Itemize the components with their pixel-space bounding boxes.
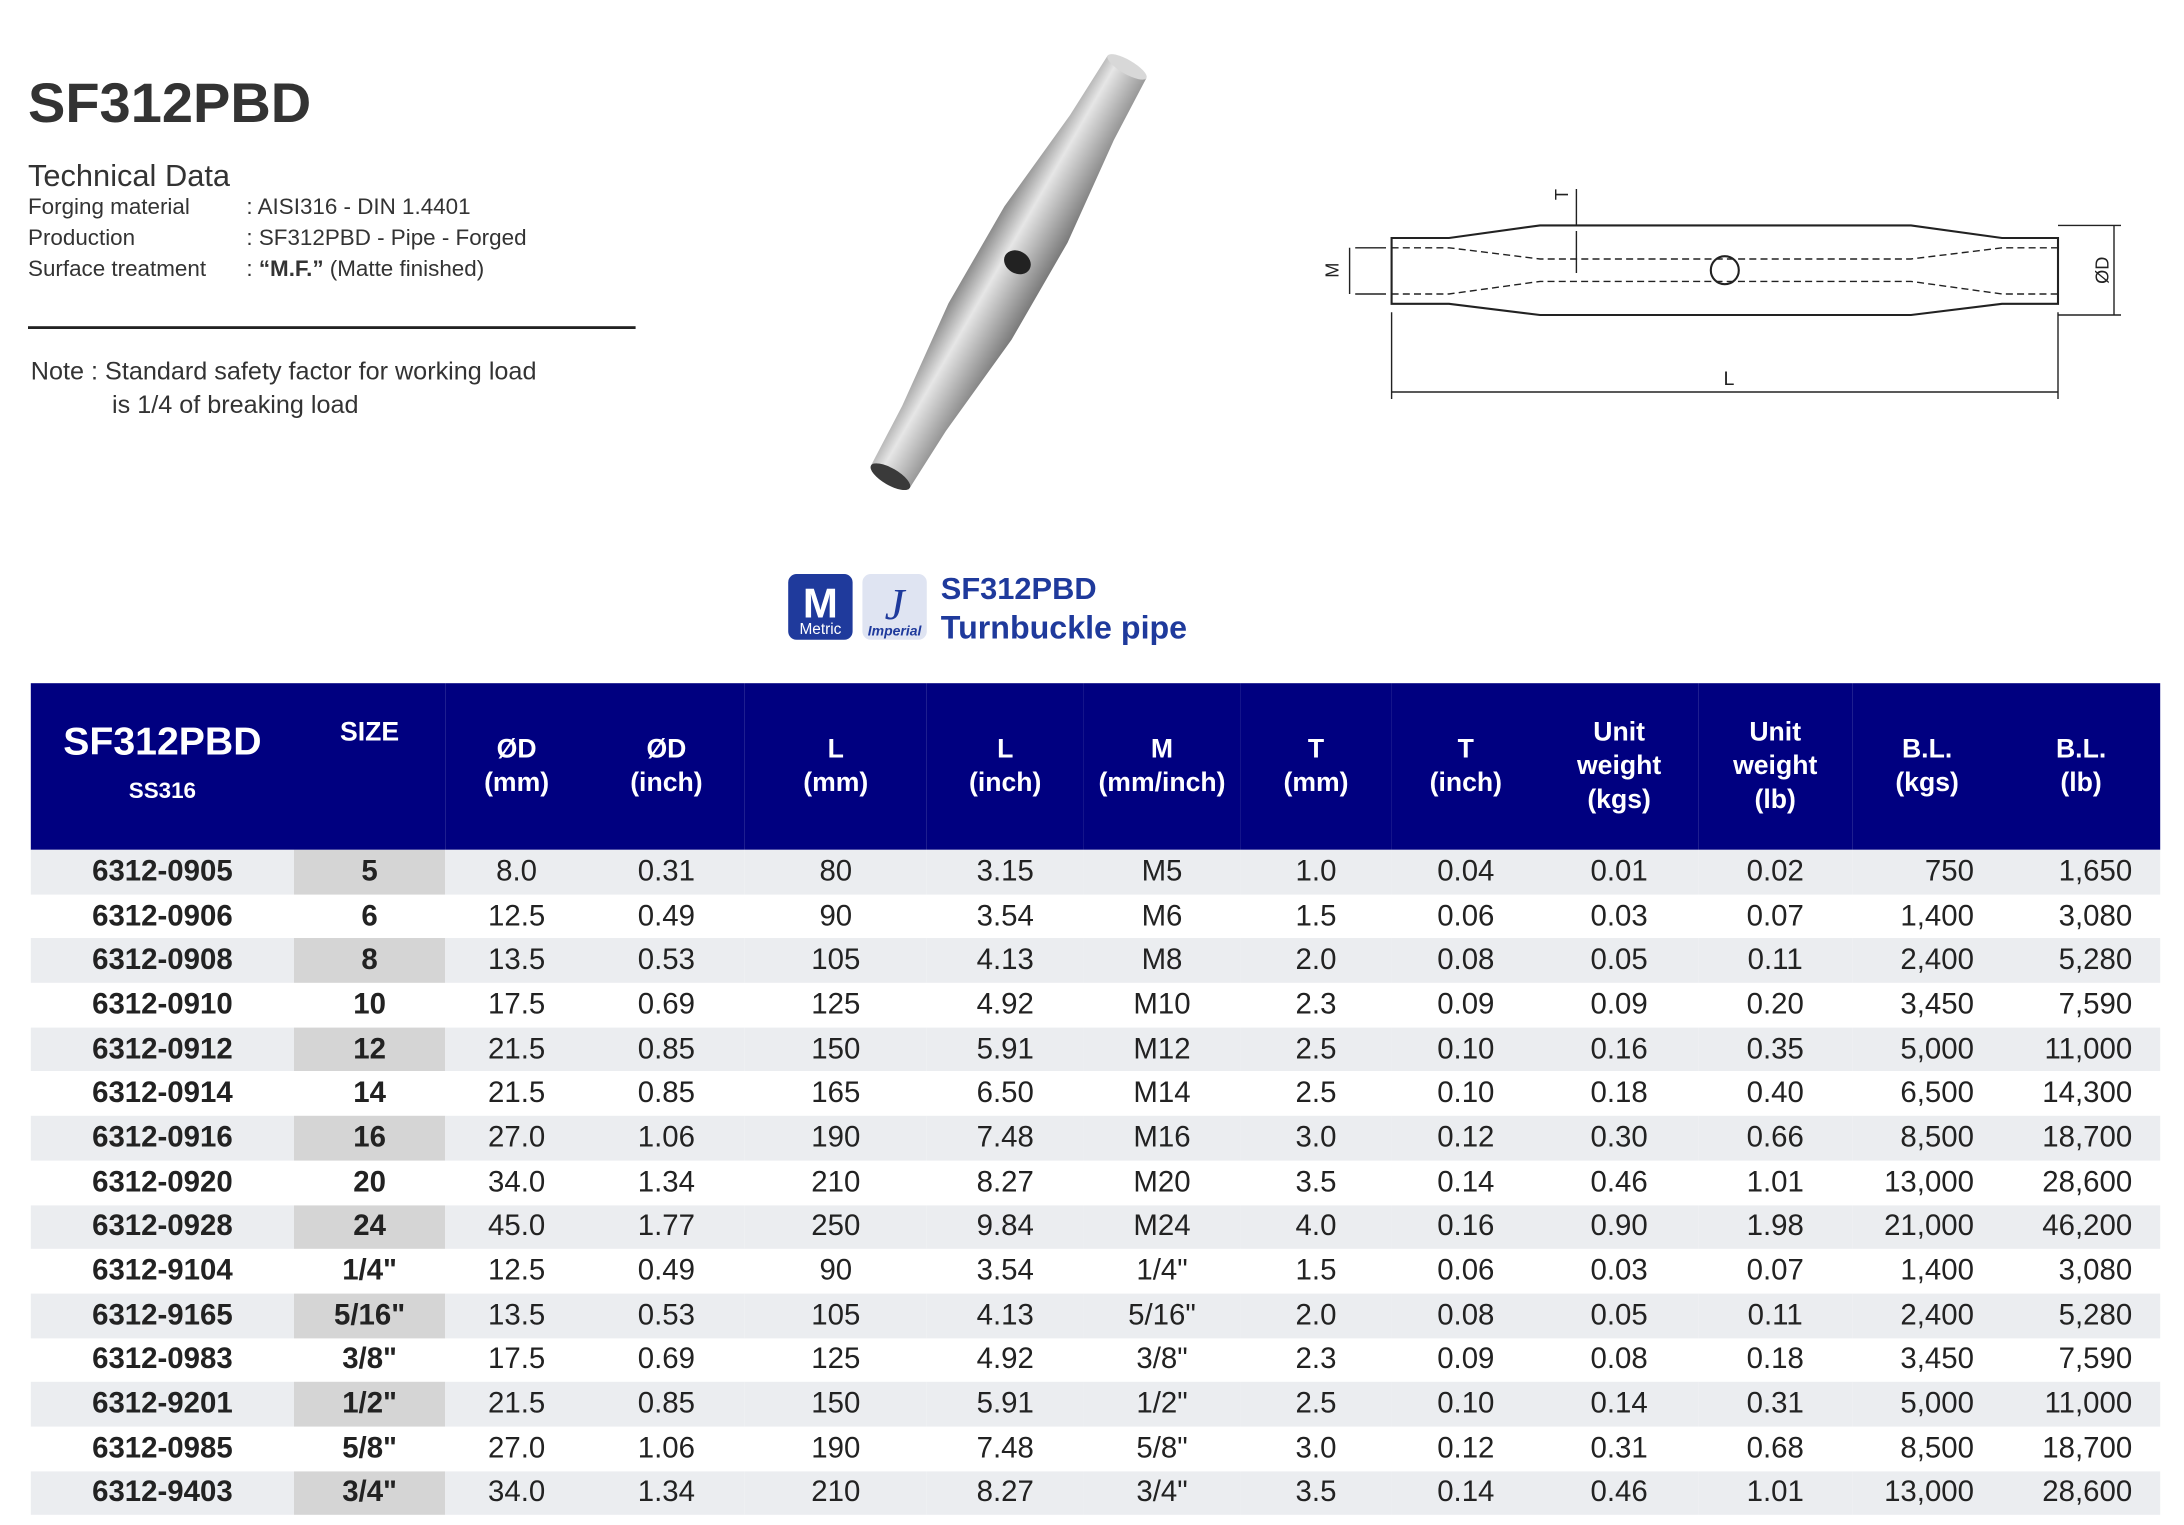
table-cell: 3.54	[976, 1254, 1034, 1287]
metric-imperial-logo	[787, 573, 933, 643]
spec-forging-material	[28, 196, 471, 221]
table-cell: 4.0	[1240, 1205, 1391, 1249]
table-cell: 0.06	[1437, 1254, 1495, 1287]
table-cell: 18,700	[2002, 1116, 2160, 1160]
table-cell: 3,450	[1900, 988, 1974, 1021]
drawing-label-d: ØD	[2092, 256, 2113, 284]
table-cell: 3.5	[1240, 1471, 1391, 1515]
table-row	[31, 1160, 2160, 1204]
table-cell: 125	[811, 1343, 861, 1376]
table-cell: 0.46	[1540, 1471, 1698, 1515]
table-cell: 210	[745, 1471, 927, 1515]
product-code: SF312PBD	[940, 571, 1097, 607]
article-code: 6312-0910	[92, 988, 233, 1021]
table-cell: 0.12	[1392, 1116, 1540, 1160]
table-cell: 0.01	[1540, 850, 1698, 894]
drawing-label-l: L	[1723, 368, 1735, 390]
table-cell: 0.04	[1392, 850, 1540, 894]
column-header: M (mm/inch)	[1084, 683, 1241, 850]
note-line-1: Note : Standard safety factor for working load	[30, 357, 537, 385]
product-photo	[819, 28, 1197, 518]
table-cell: 2.0	[1240, 1293, 1391, 1337]
size-cell: 1/2"	[294, 1382, 445, 1426]
article-code: 6312-9165	[31, 1293, 294, 1337]
size-cell: 12	[294, 1027, 445, 1071]
column-header: B.L. (lb)	[2002, 683, 2160, 850]
table-cell: 750	[1852, 850, 2002, 894]
spec-value-bold: “M.F.”	[258, 257, 324, 282]
table-cell: 0.14	[1437, 1165, 1495, 1198]
imperial-icon: J	[884, 578, 905, 629]
article-code: 6312-0983	[92, 1343, 233, 1376]
table-cell: 90	[819, 899, 853, 932]
column-header: B.L. (kgs)	[1852, 683, 2002, 850]
table-row	[31, 894, 2160, 938]
spec-value: (Matte finished)	[323, 257, 485, 282]
column-header: Unit weight (kgs)	[1540, 683, 1698, 850]
table-cell: 0.85	[588, 1382, 745, 1426]
table-cell: 1.06	[637, 1431, 696, 1465]
table-cell: 2.5	[1240, 1382, 1391, 1426]
table-cell: 0.35	[1698, 1027, 1852, 1071]
table-cell: 0.09	[1437, 988, 1495, 1021]
table-cell: 7,590	[2058, 988, 2133, 1021]
spec-label: Forging material	[28, 196, 190, 220]
table-cell: 8.0	[445, 850, 588, 894]
table-cell: 8.27	[976, 1165, 1034, 1198]
column-header: L (inch)	[927, 683, 1084, 850]
spec-table	[31, 683, 2160, 1515]
table-cell: 34.0	[487, 1165, 546, 1198]
table-cell: 0.49	[637, 899, 696, 932]
table-cell: M14	[1133, 1076, 1191, 1110]
table-cell: 5,000	[1852, 1027, 2002, 1071]
table-cell: 12.5	[487, 1254, 546, 1287]
spec-value: : SF312PBD - Pipe - Forged	[246, 226, 527, 251]
column-header: T (mm)	[1240, 683, 1391, 850]
spec-label: Surface treatment	[28, 257, 207, 282]
table-cell: 13.5	[445, 1293, 588, 1337]
table-cell: 1.01	[1746, 1165, 1804, 1198]
table-cell: 2,400	[1852, 1293, 2002, 1337]
table-cell: 1,650	[2002, 850, 2160, 894]
table-cell: 0.05	[1540, 1293, 1698, 1337]
column-header: SIZE	[294, 683, 445, 850]
article-code: 6312-0916	[31, 1116, 294, 1160]
table-cell: 210	[811, 1165, 861, 1198]
imperial-label: Imperial	[867, 622, 922, 639]
product-name: Turnbuckle pipe	[940, 609, 1188, 646]
table-cell: 5,280	[2002, 939, 2160, 983]
drawing-label-m: M	[1322, 262, 1343, 278]
table-cell: M8	[1084, 939, 1241, 983]
table-cell: 7.48	[927, 1116, 1084, 1160]
divider	[28, 326, 636, 329]
table-cell: 13.5	[445, 939, 588, 983]
table-cell: 28,600	[2002, 1471, 2160, 1515]
header-product	[31, 683, 294, 850]
table-row	[31, 1249, 2160, 1293]
table-cell: 2,400	[1852, 939, 2002, 983]
table-cell: 13,000	[1884, 1165, 1974, 1198]
table-cell: 21.5	[445, 1027, 588, 1071]
table-cell: 21.5	[445, 1382, 588, 1426]
table-cell: 0.66	[1698, 1116, 1852, 1160]
table-cell: 105	[745, 1293, 927, 1337]
table-cell: 0.53	[588, 1293, 745, 1337]
table-cell: 165	[811, 1076, 861, 1110]
table-cell: 8,500	[1852, 1116, 2002, 1160]
metric-label: Metric	[799, 621, 842, 639]
table-row	[31, 983, 2160, 1027]
table-cell: 12.5	[487, 899, 546, 932]
table-row	[31, 1382, 2160, 1426]
table-cell: 7,590	[2058, 1343, 2133, 1376]
size-cell: 20	[353, 1165, 386, 1198]
table-cell: 0.07	[1746, 899, 1804, 932]
table-row	[31, 1293, 2160, 1337]
table-cell: 0.18	[1746, 1343, 1804, 1376]
size-cell: 10	[353, 988, 386, 1021]
table-cell: 150	[745, 1382, 927, 1426]
table-cell: 3/8"	[1136, 1343, 1188, 1376]
table-row	[31, 1471, 2160, 1515]
table-cell: 3.0	[1240, 1116, 1391, 1160]
table-cell: 17.5	[487, 1343, 546, 1376]
table-cell: 1,400	[1900, 899, 1974, 932]
technical-drawing	[1302, 175, 2142, 406]
size-cell: 1/4"	[342, 1254, 398, 1287]
metric-icon: M	[802, 579, 838, 627]
size-cell: 5	[294, 850, 445, 894]
table-cell: 0.16	[1540, 1027, 1698, 1071]
table-cell: 4.92	[976, 988, 1034, 1021]
table-cell: 150	[745, 1027, 927, 1071]
table-cell: 0.31	[1698, 1382, 1852, 1426]
table-cell: 5.91	[927, 1382, 1084, 1426]
size-cell: 24	[294, 1205, 445, 1249]
table-cell: 0.31	[1590, 1431, 1648, 1465]
table-cell: 3.0	[1295, 1431, 1337, 1465]
table-cell: 3.15	[927, 850, 1084, 894]
table-cell: 0.10	[1392, 1027, 1540, 1071]
table-cell: 0.53	[588, 939, 745, 983]
table-cell: 1.98	[1698, 1205, 1852, 1249]
article-code: 6312-9403	[31, 1471, 294, 1515]
spec-value: : AISI316 - DIN 1.4401	[246, 196, 471, 220]
table-cell: 80	[745, 850, 927, 894]
table-cell: 0.09	[1590, 988, 1648, 1021]
table-cell: 5.91	[927, 1027, 1084, 1071]
table-row	[31, 1205, 2160, 1249]
table-cell: 190	[811, 1431, 861, 1465]
table-row	[31, 1027, 2160, 1071]
table-cell: M24	[1084, 1205, 1241, 1249]
table-cell: 1.01	[1698, 1471, 1852, 1515]
table-cell: 0.20	[1746, 988, 1804, 1021]
table-cell: 21,000	[1852, 1205, 2002, 1249]
table-cell: 8,500	[1900, 1431, 1974, 1465]
size-cell: 6	[361, 899, 378, 932]
table-cell: 0.18	[1590, 1076, 1648, 1110]
table-cell: 1.77	[588, 1205, 745, 1249]
size-cell: 14	[353, 1076, 386, 1110]
table-cell: 3,080	[2058, 1254, 2133, 1287]
table-cell: 13,000	[1852, 1471, 2002, 1515]
table-cell: 11,000	[2002, 1382, 2160, 1426]
table-cell: 0.08	[1590, 1343, 1648, 1376]
article-code: 6312-9201	[31, 1382, 294, 1426]
size-cell: 3/8"	[342, 1343, 398, 1376]
table-cell: 6,500	[1900, 1076, 1974, 1110]
table-row	[31, 1427, 2160, 1471]
note-line-2: is 1/4 of breaking load	[112, 390, 359, 419]
table-cell: 1.0	[1240, 850, 1391, 894]
table-cell: 2.3	[1295, 988, 1337, 1021]
table-cell: 2.5	[1295, 1076, 1337, 1110]
table-cell: 0.08	[1392, 939, 1540, 983]
table-cell: 3.54	[976, 899, 1034, 932]
spec-label: Production	[28, 226, 136, 251]
article-code: 6312-0985	[92, 1431, 233, 1465]
article-code: 6312-0928	[31, 1205, 294, 1249]
table-cell: 27.0	[445, 1116, 588, 1160]
table-cell: M12	[1084, 1027, 1241, 1071]
table-cell: 0.05	[1540, 939, 1698, 983]
table-cell: 11,000	[2002, 1027, 2160, 1071]
size-cell: 3/4"	[294, 1471, 445, 1515]
table-cell: 0.14	[1392, 1471, 1540, 1515]
table-cell: M5	[1084, 850, 1241, 894]
size-cell: 5/16"	[294, 1293, 445, 1337]
table-cell: 0.69	[637, 1343, 696, 1376]
table-cell: 0.90	[1540, 1205, 1698, 1249]
table-cell: 0.03	[1590, 1254, 1648, 1287]
table-cell: 46,200	[2002, 1205, 2160, 1249]
table-cell: 6.50	[976, 1076, 1034, 1110]
table-cell: 90	[819, 1254, 853, 1287]
table-cell: 27.0	[487, 1431, 546, 1465]
table-cell: 45.0	[445, 1205, 588, 1249]
drawing-label-t: T	[1552, 189, 1572, 201]
table-cell: 0.11	[1698, 1293, 1852, 1337]
table-row	[31, 1072, 2160, 1116]
table-cell: 0.06	[1437, 899, 1495, 932]
table-cell: 0.85	[588, 1027, 745, 1071]
spec-production	[28, 227, 527, 252]
article-code: 6312-0920	[92, 1165, 233, 1198]
column-header: ØD (mm)	[445, 683, 588, 850]
table-row	[31, 939, 2160, 983]
size-cell: 16	[294, 1116, 445, 1160]
table-cell: 0.11	[1698, 939, 1852, 983]
table-cell: 3/4"	[1084, 1471, 1241, 1515]
column-header: T (inch)	[1392, 683, 1540, 850]
table-cell: 0.31	[588, 850, 745, 894]
table-cell: 1.06	[588, 1116, 745, 1160]
table-cell: 0.16	[1392, 1205, 1540, 1249]
header-subtitle: SS316	[128, 779, 197, 803]
table-cell: 4.92	[976, 1343, 1034, 1376]
table-cell: 5,000	[1852, 1382, 2002, 1426]
article-code: 6312-9104	[92, 1254, 233, 1287]
table-cell: M20	[1133, 1165, 1191, 1198]
table-row	[31, 850, 2160, 894]
table-cell: 5/16"	[1084, 1293, 1241, 1337]
table-cell: 3.5	[1295, 1165, 1337, 1198]
table-cell: 8.27	[927, 1471, 1084, 1515]
table-cell: 1/4"	[1136, 1254, 1188, 1287]
table-row	[31, 1116, 2160, 1160]
table-cell: 17.5	[487, 988, 546, 1021]
table-cell: M6	[1141, 899, 1183, 932]
table-cell: 14,300	[2042, 1076, 2133, 1110]
column-header: L (mm)	[745, 683, 927, 850]
spec-surface-treatment	[28, 258, 484, 283]
table-cell: 250	[745, 1205, 927, 1249]
table-cell: 4.13	[927, 1293, 1084, 1337]
table-cell: 3,080	[2058, 899, 2133, 932]
table-cell: 1.5	[1295, 899, 1337, 932]
table-cell: 2.5	[1240, 1027, 1391, 1071]
table-cell: 4.13	[927, 939, 1084, 983]
table-cell: 0.14	[1540, 1382, 1698, 1426]
table-cell: 0.46	[1590, 1165, 1648, 1198]
article-code: 6312-0905	[31, 850, 294, 894]
table-cell: 0.68	[1746, 1431, 1804, 1465]
table-cell: 2.3	[1295, 1343, 1337, 1376]
table-cell: 9.84	[927, 1205, 1084, 1249]
table-cell: 0.30	[1540, 1116, 1698, 1160]
column-header: Unit weight (lb)	[1698, 683, 1852, 850]
article-code: 6312-0906	[92, 899, 233, 932]
table-cell: 3,450	[1900, 1343, 1974, 1376]
size-cell: 5/8"	[342, 1431, 398, 1465]
article-code: 6312-0908	[31, 939, 294, 983]
table-cell: 5,280	[2002, 1293, 2160, 1337]
table-cell: 1.34	[588, 1471, 745, 1515]
table-cell: 21.5	[487, 1076, 546, 1110]
table-cell: 1,400	[1900, 1254, 1974, 1287]
article-code: 6312-0914	[92, 1076, 233, 1110]
table-cell: 0.10	[1437, 1076, 1495, 1110]
header-title: SF312PBD	[63, 718, 262, 763]
article-code: 6312-0912	[31, 1027, 294, 1071]
table-cell: 0.02	[1698, 850, 1852, 894]
page-title: SF312PBD	[28, 72, 312, 135]
table-cell: 34.0	[445, 1471, 588, 1515]
table-cell: 1.34	[637, 1165, 696, 1198]
table-cell: 0.69	[637, 988, 696, 1021]
table-header	[31, 683, 2160, 850]
spec-value: :	[246, 257, 259, 282]
table-cell: M10	[1133, 988, 1191, 1021]
table-cell: 0.08	[1392, 1293, 1540, 1337]
table-cell: 0.40	[1746, 1076, 1804, 1110]
table-cell: 0.49	[637, 1254, 696, 1287]
table-cell: 0.10	[1392, 1382, 1540, 1426]
table-cell: 0.12	[1437, 1431, 1495, 1465]
table-cell: 28,600	[2042, 1165, 2133, 1198]
table-cell: 18,700	[2042, 1431, 2133, 1465]
table-cell: 1/2"	[1084, 1382, 1241, 1426]
size-cell: 8	[294, 939, 445, 983]
table-cell: 2.0	[1240, 939, 1391, 983]
table-cell: 0.03	[1590, 899, 1648, 932]
table-row	[31, 1338, 2160, 1382]
table-cell: 1.5	[1295, 1254, 1337, 1287]
table-cell: 190	[745, 1116, 927, 1160]
table-cell: M16	[1084, 1116, 1241, 1160]
table-cell: 125	[811, 988, 861, 1021]
table-cell: 7.48	[976, 1431, 1034, 1465]
table-cell: 105	[745, 939, 927, 983]
table-cell: 0.09	[1437, 1343, 1495, 1376]
table-cell: 0.85	[637, 1076, 696, 1110]
table-cell: 5/8"	[1136, 1431, 1188, 1465]
table-cell: 0.07	[1746, 1254, 1804, 1287]
technical-data-heading: Technical Data	[28, 158, 231, 194]
column-header: ØD (inch)	[588, 683, 745, 850]
